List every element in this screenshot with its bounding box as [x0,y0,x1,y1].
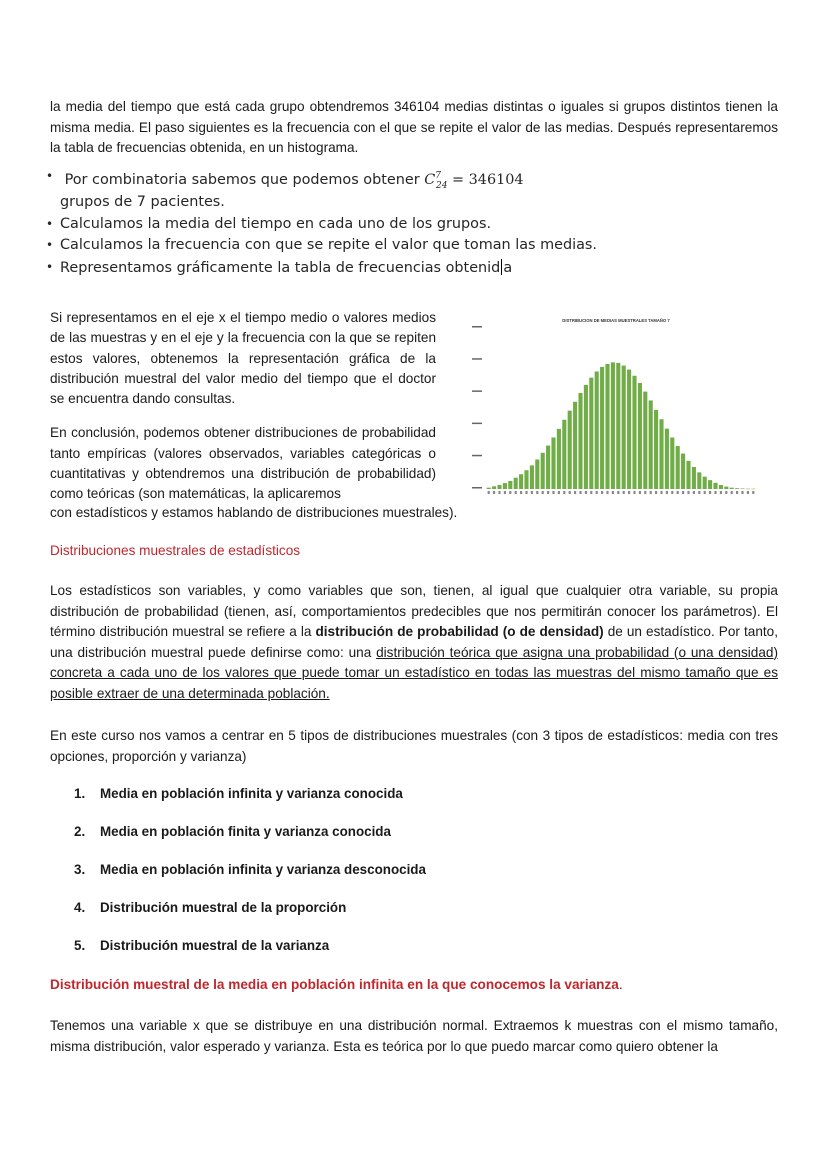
x-tick [569,491,571,494]
underlined-definition: distribución teórica que asigna una probabilidad (o una densidad) concreta a cada uno de los valores que puede tomar un estadístico en todas las muestras del mismo tamaño que es posible extraer de una determinada población. [50,644,779,701]
bullet-dot: • [46,259,54,274]
bullet-dot: • [46,238,54,253]
conclusion-last-line: con estadísticos y estamos hablando de distribuciones muestrales). [50,505,458,520]
chart-bar [573,402,577,489]
bullet-1-prefix: Por combinatoria sabemos que podemos obtener [64,171,420,188]
sampling-distribution-chart [470,312,762,502]
chart-bar [503,483,507,489]
chart-bar [611,362,615,489]
conclusion-paragraph: En conclusión, podemos obtener distribuciones de probabilidad tanto empíricas (valores observados, variables categóricas o cuantitativas y obtendremos una distribución de probabilidad) como teóricas (son matemáticas, la aplicaremos [50,425,436,502]
y-tick [472,326,482,328]
chart-bar [622,366,626,489]
x-tick [542,491,544,494]
chart-bar [692,467,696,489]
chart-bar [627,370,631,489]
x-tick [515,491,517,494]
list-item: 2. Media en población finita y varianza conocida [74,824,391,839]
chart-bar [746,489,750,490]
chart-bar [638,383,642,489]
x-tick [650,491,652,494]
chart-bar [497,485,501,489]
section-heading-distribuciones: Distribuciones muestrales de estadísticos [50,543,301,558]
x-tick [633,491,635,494]
x-tick [579,491,581,494]
x-tick [585,491,587,494]
x-tick [639,491,641,494]
bold-term: distribución de probabilidad (o de densidad) [315,624,604,639]
chart-bar [562,420,566,489]
x-axis-ticks [488,491,755,494]
x-tick [536,491,538,494]
chart-bar [519,474,523,489]
x-tick [693,491,695,494]
x-tick [752,491,754,494]
chart-bar [514,478,518,489]
x-tick [596,491,598,494]
x-tick [509,491,511,494]
chart-bar [605,364,609,489]
left-column-text [50,308,436,505]
x-tick [731,491,733,494]
chart-bar [492,486,496,489]
chart-explanation-paragraph: Si representamos en el eje x el tiempo medio o valores medios de las muestras y en el eje y la frecuencia con la que se repiten estos valores, obtenemos la representación gráfica de la distribución muestral del valor medio del tiempo que el doctor se encuentra dando consultas. [50,310,436,407]
x-tick [725,491,727,494]
combination-result: = 346104 [452,171,524,188]
x-tick [736,491,738,494]
x-tick [606,491,608,494]
intro-paragraph [50,97,778,159]
chart-bar [670,437,674,489]
paragraph-variable-normal: Tenemos una variable x que se distribuye en una distribución normal. Extraemos k muestras con el mismo tamaño, misma distribución, valor esperado y varianza. Esta es teórica por lo que puedo marcar como quiero obtener la [50,1018,778,1054]
chart-bar [595,371,599,489]
y-tick [472,423,482,425]
x-tick [563,491,565,494]
chart-bar [649,400,653,489]
chart-bar [584,385,588,489]
chart-bar [535,459,539,489]
x-tick [698,491,700,494]
x-tick [687,491,689,494]
x-tick [531,491,533,494]
x-tick [660,491,662,494]
x-tick [747,491,749,494]
chart-bar [654,410,658,489]
chart-bar [508,481,512,489]
chart-bar [681,454,685,489]
paragraph-estadisticos: Los estadísticos son variables, y como variables que son, tienen, al igual que cualquier otra variable, su propia distribución de probabilidad (tienen, así, comportamientos predecibles que nos permitirán conocer los parámetros). El término distribución muestral se refiere a la distribución de probabilidad (o de densidad) de un estadístico. Por tanto, una distribución muestral puede definirse como: una distribución teórica que asigna una probabilidad (o una densidad) concreta a cada uno de los valores que puede tomar un estadístico en todas las muestras del mismo tamaño que es posible extraer de una determinada población. [50,583,779,701]
x-tick [590,491,592,494]
y-tick [472,487,482,489]
chart-bar [524,470,528,489]
x-tick [547,491,549,494]
slide-bullet-1 [46,168,646,211]
x-tick [677,491,679,494]
x-tick [558,491,560,494]
x-tick [741,491,743,494]
x-tick [644,491,646,494]
x-tick [574,491,576,494]
chart-bar [600,367,604,489]
bullet-dot: • [46,169,54,183]
chart-bar [568,411,572,489]
x-tick [552,491,554,494]
x-tick [504,491,506,494]
bullet-dot: • [46,216,54,231]
chart-title: DISTRIBUCION DE MEDIAS MUESTRALES TAMAÑO 7 [562,318,670,323]
chart-bar [546,446,550,489]
chart-bar [697,472,701,489]
section-heading-media-infinita: Distribución muestral de la media en población infinita en la que conocemos la varianza. [50,977,623,992]
y-tick [472,358,482,360]
x-tick [493,491,495,494]
x-tick [666,491,668,494]
slide-bullet-4: • Representamos gráficamente la tabla de frecuencias obtenid a [46,259,513,276]
chart-bar [589,378,593,489]
chart-bar [719,485,723,489]
x-tick [709,491,711,494]
chart-bar [578,393,582,489]
x-tick [617,491,619,494]
y-tick [472,455,482,457]
list-item: 4. Distribución muestral de la proporción [74,900,347,915]
x-tick [623,491,625,494]
x-tick [612,491,614,494]
x-tick [720,491,722,494]
x-tick [655,491,657,494]
paragraph-course-scope: En este curso nos vamos a centrar en 5 tipos de distribuciones muestrales (con 3 tipos de estadísticos: media con tres opciones, proporción y varianza) [50,728,778,764]
x-tick [525,491,527,494]
y-tick [472,390,482,392]
bullet-1-suffix: grupos de 7 pacientes. [60,194,225,211]
x-tick [671,491,673,494]
chart-bar [541,453,545,489]
intro-text: la media del tiempo que está cada grupo obtendremos 346104 medias distintas o iguales si grupos distintos tienen la misma media. El paso siguientes es la frecuencia con el que se repite el valor de las medias. Después representaremos la tabla de frecuencias obtenida, en un histograma. [50,99,778,155]
chart-bar [632,376,636,489]
chart-bar [751,489,755,490]
x-tick [704,491,706,494]
slide-bullet-3: • Calculamos la frecuencia con que se repite el valor que toman las medias. [46,237,598,254]
chart-bar [686,461,690,489]
chart-bar [703,477,707,489]
chart-bar [643,392,647,489]
chart-bar [551,437,555,489]
chart-bar [708,480,712,489]
x-tick [682,491,684,494]
x-tick [498,491,500,494]
list-item: 5. Distribución muestral de la varianza [74,938,330,953]
chart-bar [713,483,717,489]
chart-bar [616,363,620,489]
chart-bars [487,362,756,489]
chart-bar [740,488,744,489]
pasted-slide-bullets [46,168,646,281]
chart-bar [487,488,491,489]
x-tick [520,491,522,494]
list-item: 3. Media en población infinita y varianza desconocida [74,862,426,877]
distribution-types-list [74,786,426,976]
list-item: 1. Media en población infinita y varianza conocida [74,786,403,801]
chart-bar [730,488,734,489]
chart-bar [659,419,663,489]
x-tick [628,491,630,494]
chart-bar [665,429,669,489]
chart-bar [557,429,561,489]
x-tick [601,491,603,494]
x-tick [714,491,716,494]
chart-bar [735,488,739,489]
chart-bar [724,487,728,489]
slide-bullet-2: • Calculamos la media del tiempo en cada uno de los grupos. [46,215,492,232]
y-axis-ticks [472,326,482,489]
chart-bar [676,446,680,489]
x-tick [488,491,490,494]
combination-symbol: $C^7_{24}$ [424,171,448,191]
chart-bar [530,465,534,489]
